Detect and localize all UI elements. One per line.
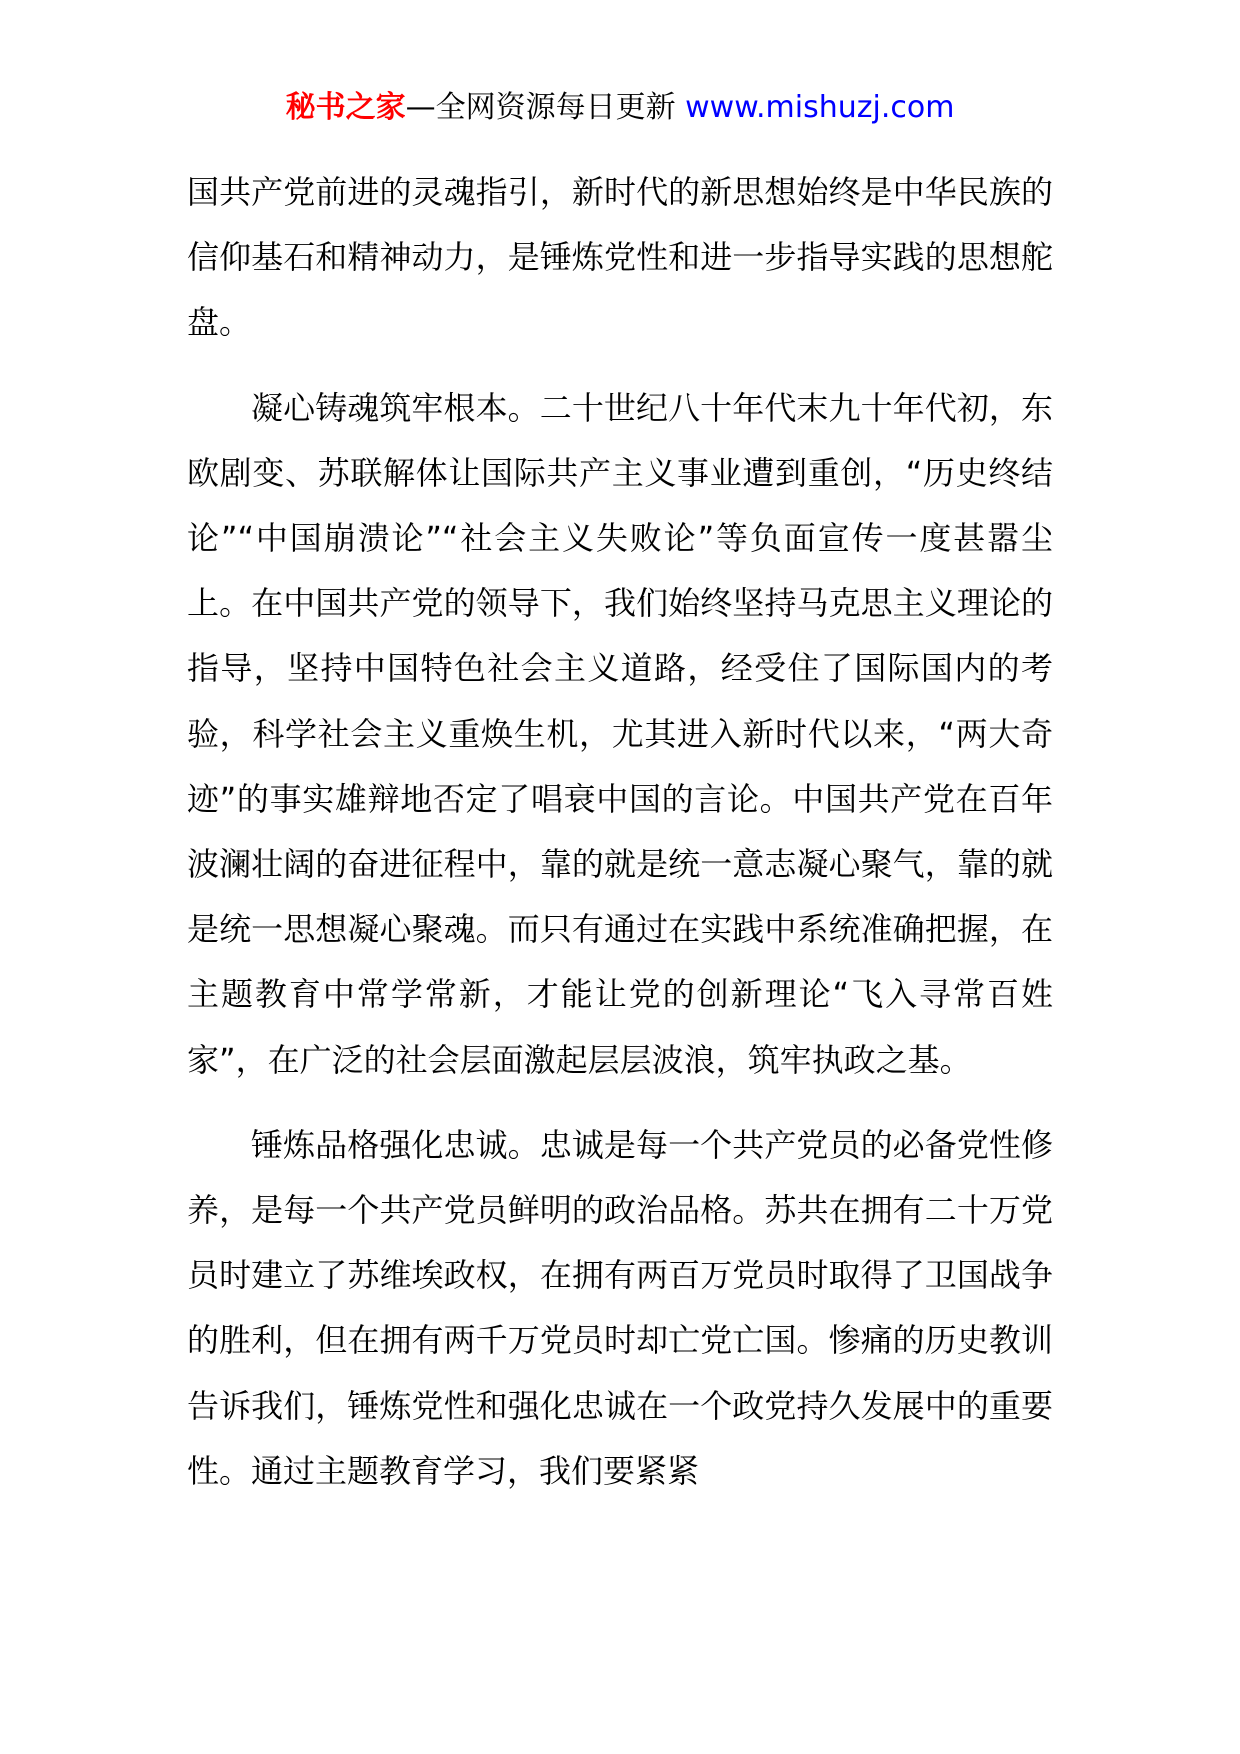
paragraph-chuilian-pinge: 锤炼品格强化忠诚。忠诚是每一个共产党员的必备党性修养，是每一个共产党员鲜明的政治品格。苏共在拥有二十万党员时建立了苏维埃政权，在拥有两百万党员时取得了卫国战争的胜利，但在拥有两千万党员时却亡党亡国。惨痛的历史教训告诉我们，锤炼党性和强化忠诚在一个政党持久发展中的重要性。通过主题教育学习，我们要紧紧 [187, 1125, 1053, 1490]
site-tagline: —全网资源每日更新 [405, 90, 686, 125]
site-url-link[interactable]: www.mishuzj.com [685, 90, 955, 125]
paragraph-ningxin-zhuhun: 凝心铸魂筑牢根本。二十世纪八十年代末九十年代初，东欧剧变、苏联解体让国际共产主义事业遭到重创，“历史终结论”“中国崩溃论”“社会主义失败论”等负面宣传一度甚嚣尘上。在中国共产党的领导下，我们始终坚持马克思主义理论的指导，坚持中国特色社会主义道路，经受住了国际国内的考验，科学社会主义重焕生机，尤其进入新时代以来，“两大奇迹”的事实雄辩地否定了唱衰中国的言论。中国共产党在百年波澜壮阔的奋进征程中，靠的就是统一意志凝心聚气，靠的就是统一思想凝心聚魂。而只有通过在实践中系统准确把握，在主题教育中常学常新，才能让党的创新理论“飞入寻常百姓家”，在广泛的社会层面激起层层波浪，筑牢执政之基。 [187, 388, 1053, 1079]
document-body [187, 160, 1053, 1504]
paragraph-continuation: 国共产党前进的灵魂指引，新时代的新思想始终是中华民族的信仰基石和精神动力，是锤炼党性和进一步指导实践的思想舵盘。 [187, 173, 1053, 342]
site-brand: 秘书之家 [285, 90, 406, 125]
page-header [0, 88, 1240, 128]
